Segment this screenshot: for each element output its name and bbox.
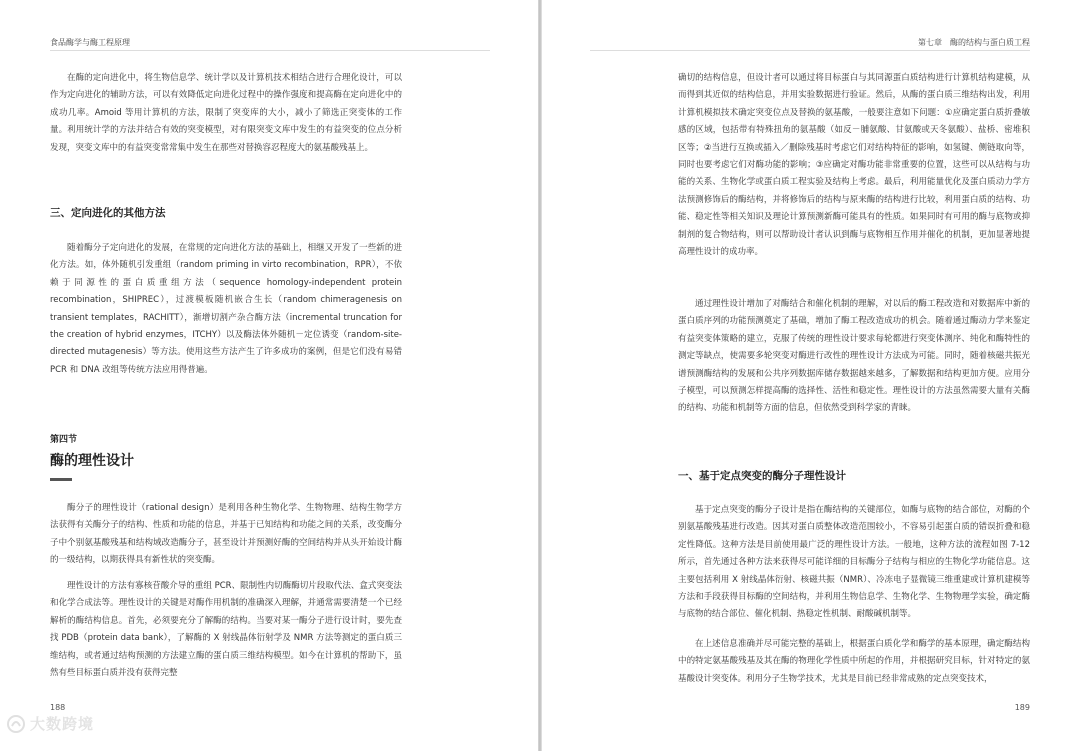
paragraph: 通过理性设计增加了对酶结合和催化机制的理解，对以后的酶工程改造和对数据库中新的蛋白质序列的功能预测奠定了基础，增加了酶工程改造成功的机会。随着通过酶动力学来鉴定有益突变体策略的建立，克服了传统的理性设计要求每轮都进行突变体测序、纯化和酶特性的测定等缺点，使需要多轮突变对酶进行改性的理性设计方法成为可能。同时，随着核磁共振光谱预测酶结构的发展和公共序列数据库储存数据越来越多，了解数据和结构更加方便。应用分子模型，可以预测怎样提高酶的选择性、活性和稳定性。理性设计的方法虽然需要大量有关酶的结构、功能和机制等方面的信息，但依然受到科学家的青睐。 bbox=[678, 299, 1030, 414]
section-heading: 一、基于定点突变的酶分子理性设计 bbox=[678, 470, 846, 482]
watermark-logo-icon bbox=[6, 714, 26, 734]
section-title: 酶的理性设计 bbox=[50, 453, 134, 469]
paragraph: 基于定点突变的酶分子设计是指在酶结构的关键部位，如酶与底物的结合部位，对酶的个别氨基酸残基进行改造。因其对蛋白质整体改造范围较小，不容易引起蛋白质的错误折叠和稳定性降低。这种方法是目前使用最广泛的理性设计方法。一般地，这种方法的流程如图 7-12 所示，首先通过各种方法来获得尽可能详细的目标酶分子结构与相应的生物化学功能信息。这主要包括利用 X 射线晶体衍射、核磁共振（NMR）、冷冻电子显微镜三维重建或计算机建模等方法和手段获得目标酶的空间结构，并利用生物信息学、生物化学、生物物理学实验，确定酶与底物的结合部位、催化机制、热稳定性机制、耐酸碱机制等。 bbox=[678, 505, 1030, 620]
section-number: 第四节 bbox=[50, 435, 78, 445]
page-number: 189 bbox=[1014, 703, 1030, 712]
page-number: 188 bbox=[50, 703, 66, 712]
watermark bbox=[6, 713, 94, 734]
paragraph: 酶分子的理性设计（rational design）是利用各种生物化学、生物物理、结构生物学方法获得有关酶分子的结构、性质和功能的信息，并基于已知结构和功能之间的关系，改变酶分子中个别氨基酸残基和结构域改造酶分子，甚至设计并预测好酶的空间结构并从头开始设计酶的一级结构，以期获得具有新性状的突变酶。 bbox=[50, 503, 402, 566]
running-head-left: 食品酶学与酶工程原理 bbox=[50, 38, 130, 47]
title-accent-bar bbox=[50, 478, 72, 481]
paragraph: 确切的结构信息，但设计者可以通过将目标蛋白与其同源蛋白质结构进行计算机结构建模，从而得到其近似的结构信息，并用实验数据进行验证。然后，从酶的蛋白质三维结构出发，利用计算机模拟技术确定突变位点及替换的氨基酸，一般要注意如下问题：①应确定蛋白质折叠敏感的区域，包括带有特殊扭角的氨基酸（如反－脯氨酸、甘氨酸或天冬氨酸）、盐桥、密堆积区等；②当进行互换或插入／删除残基时考虑它们对结构特征的影响，如氢键、侧链取向等，同时也要考虑它们对酶功能的影响；③应确定对酶功能非常重要的位置，这些可以从结构与功能的关系、生物化学或蛋白质工程实验及结构上考虑。最后，利用能量优化及蛋白质动力学方法预测修饰后的酶结构，并将修饰后的结构与原来酶的结构进行比较，利用蛋白质的结构、功能、稳定性等相关知识及理论计算预测新酶可能具有的性质。如果同时有可用的酶与底物或抑制剂的复合物结构，则可以帮助设计者认识到酶与底物相互作用并催化的机制，更加显著地提高理性设计的成功率。 bbox=[678, 73, 1030, 258]
running-head-right: 第七章 酶的结构与蛋白质工程 bbox=[918, 38, 1030, 47]
watermark-text: 大数跨境 bbox=[30, 715, 95, 733]
paragraph: 理性设计的方法有寡核苷酸介导的重组 PCR、限制性内切酶酶切片段取代法、盒式突变法和化学合成法等。理性设计的关键是对酶作用机制的准确深入理解，并通常需要清楚一个已经解析的酶结构信息。首先，必须要充分了解酶的结构。当要对某一酶分子进行设计时，要先查找 PDB（protein data bank），了解酶的 X 射线晶体衍射学及 NMR 方法等测定的蛋白质三维结构，或者通过结构预测的方法建立酶的蛋白质三维结构模型。如今在计算机的帮助下，虽然有些目标蛋白质并没有获得完整 bbox=[50, 581, 402, 679]
section-heading: 三、定向进化的其他方法 bbox=[50, 207, 166, 219]
left-page bbox=[0, 0, 538, 751]
running-head-rule bbox=[590, 50, 1030, 51]
paragraph: 随着酶分子定向进化的发展，在常规的定向进化方法的基础上，相继又开发了一些新的进化方法。如，体外随机引发重组（random priming in virto recombination，RPR），不依赖于同源性的蛋白质重组方法（sequence homology-independent protein recombination，SHIPREC），过渡模板随机嵌合生长（random chimeragenesis on transient templates，RACHITT），渐增切割产杂合酶方法（incremental truncation for the creation of hybrid enzymes，ITCHY）以及酶法体外随机－定位诱变（random-site-directed mutagenesis）等方法。使用这些方法产生了许多成功的案例，但是它们没有易错 PCR 和 DNA 改组等传统方法应用得普遍。 bbox=[50, 243, 402, 375]
running-head-rule bbox=[50, 50, 490, 51]
right-page bbox=[542, 0, 1080, 751]
paragraph: 在酶的定向进化中，将生物信息学、统计学以及计算机技术相结合进行合理化设计，可以作为定向进化的辅助方法，可以有效降低定向进化过程中的操作强度和提高酶在定向进化中的成功几率。Amoid 等用计算机的方法，限制了突变库的大小，减小了筛选正突变体的工作量。利用统计学的方法并结合有效的突变模型，对有限突变文库中发生的有益突变的位点分析发现，突变文库中的有益突变常常集中发生在那些对替换容忍程度大的氨基酸残基上。 bbox=[50, 73, 402, 153]
paragraph: 在上述信息准确并尽可能完整的基础上，根据蛋白质化学和酶学的基本原理，确定酶结构中的特定氨基酸残基及其在酶的物理化学性质中所起的作用，并根据研究目标，针对特定的氨基酸设计突变体。利用分子生物学技术，尤其是目前已经非常成熟的定点突变技术， bbox=[678, 639, 1030, 684]
